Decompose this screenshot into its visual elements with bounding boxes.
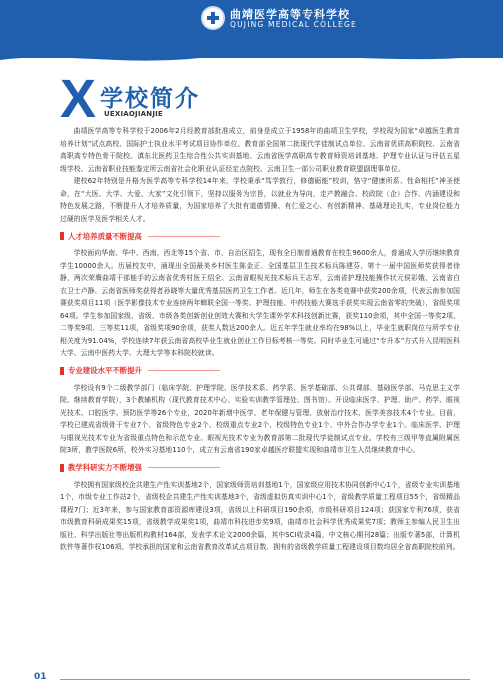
section-heading-label: 教学科研实力不断增强 [68, 463, 142, 472]
section-divider [148, 467, 220, 468]
section-paragraph: 学校拥有国家级校企共建生产性实训基地2个，国家级师资培训基地1个，国家级应用技术协同创新中心1个，省级专业实训基地1个，市级专业工作站2个，省级校企共建生产性实训基地3个，省级虚拟仿真实训中心1个，省级教学质量工程项目55个，省级精品课程7门；近3年来，参与国家教育部资源库建设3项，省级以上科研项目190余项，市级科研项目124项；获国家专利76项，获省市级教育科研成果奖15项，省级教学成果奖1项，曲靖市科技进步奖9项，曲靖市社会科学优秀成果奖7项；教师主参编人民卫生出版社、科学出版社等出版机构教材164部，发表学术论文2000余篇，其中SCI收录4篇，中文核心期刊28篇；出版专著5部，计算机软件等著作权106项。学校承担的国家和云南省教育改革试点项目数、拥有的省级教学质量工程建设项目数均居全省高职院校前列。 [60, 480, 460, 551]
section-heading [60, 364, 460, 378]
section-marker-icon [60, 367, 64, 375]
section-paragraph: 学校面向华南、华中、西南、西北等15个省、市、自治区招生，现有全日制普通教育在校生9600余人，普通成人学历继续教育学生10000余人。历届校友中，涌现出全国最美乡村医生陈金正、全国基层卫生技术标兵陈建芬、第十一届中国医师奖获得者徐静，两次荣膺曲靖干部能手的云南省优秀村医王绍全、云南省眼视光技术标兵王志军，云南省护理技能操作状元侯彩娥、云南省白衣卫士卢静、云南省医师奖获得者孙晓等大量优秀基层医药卫生工作者。近几年，师生在各类竞赛中获奖200余项，代表云南参加国赛获奖项目11项（医学影像技术专业连续两年蝉联全国一等奖、护理技能、中药技能大赛选手获奖实现云南省零的突破），省级奖项64项。学生参加国家级、省级、市级各类创新创业创效大赛和大学生课外学术科技创新比赛，获奖110余项，其中全国一等奖2项、二等奖9项、三等奖11项，省级奖项90余项，获奖人数达200余人。近五年学生就业率均在98%以上，毕业生就职岗位与所学专业相关度为91.04%，学校连续7年获云南省高校毕业生就业创业工作目标考核一等奖。同时毕业生可通过“专升本”方式升入昆明医科大学、云南中医药大学、大理大学等本科院校就读。 [60, 249, 460, 357]
school-name-en: QUJING MEDICAL COLLEGE [230, 20, 357, 29]
page-title: 学校简介 [100, 86, 200, 112]
header-wave-decoration [0, 46, 503, 68]
title-initial-letter: X [60, 69, 97, 129]
page-title-pinyin: UEXIAOJIANJIE [104, 110, 163, 118]
section-heading-label: 人才培养质量不断提高 [68, 231, 142, 241]
intro-paragraph: 曲靖医学高等专科学校于2006年2月经教育部批准成立，前身是成立于1958年的曲靖卫生学校，学校现为国家“卓越医生教育培养计划”试点高校、国际护士执业水平考试项目协作单位、教育部全国第二批现代学徒制试点单位、云南省优质高职院校、云南省高职高专特色骨干院校、滇东北医药卫生综合性公共实训基地、云南省医学高职高专教育师资培训基地、护理专业认证与评估五星级学校、云南省职业技能鉴定所云南省社会化职业认证经定点院校、云南卫生一部公司职业教育联盟副理事单位。 [60, 127, 460, 173]
school-name-cn: 曲靖医学高等专科学校 [230, 8, 350, 21]
section-marker-icon [60, 464, 64, 472]
section-divider [148, 236, 220, 237]
page-number: 01 [34, 672, 47, 682]
section-paragraph: 学校设有9个二级教学部门（临床学院、护理学院、医学技术系、药学系、医学基础部、公共课部、基础医学部、马克思主义学院、继续教育学院），3个教辅机构（现代教育技术中心、实验实训教学管理处、图书馆）。开设临床医学、护理、助产、药学、眼视光技术、口腔医学、预防医学等26个专业，2020年新增中医学、老年保健与管理、放射治疗技术、医学美容技术4个专业。目前，学校已建成省级骨干专业7个、省级特色专业2个、校级重点专业2个、校级特色专业1个、中外合作办学专业1个。临床医学、护理与眼视光技术专业为省级重点特色和示范专业。眼视光技术专业为教育部第二批现代学徒制试点专业。学校有三级甲等直属附属医院3所，教学医院6所，校外实习基地110个，成立有云南省190家卓越医疗联盟实现和曲靖市卫生人员继续教育中心。 [60, 383, 460, 454]
section-heading [60, 229, 460, 243]
section-marker-icon [60, 232, 64, 240]
section-heading-label: 专业建设水平不断提升 [68, 366, 142, 375]
section-divider [148, 370, 220, 371]
intro-paragraph: 建校62年特别是升格为医学高等专科学校14年来，学校秉承“笃学敦行，修德砺能”校训，恪守“健康所系、性命相托”神圣使命，在“大医、大学、大爱、大家”文化引领下，坚持以服务为宗旨，以就业为导向，走产教融合、校政院（企）合作、内涵建设和特色发展之路，不断提升人才培养质量，为国家培养了大批有道德情操、有仁爱之心、有创新精神、基础理论扎实，专业岗位能力过硬的医学及医学相关人才。 [60, 177, 460, 223]
school-logo-icon [201, 6, 225, 30]
article-body [60, 125, 460, 554]
footer-divider [60, 679, 470, 680]
section-heading [60, 461, 460, 475]
